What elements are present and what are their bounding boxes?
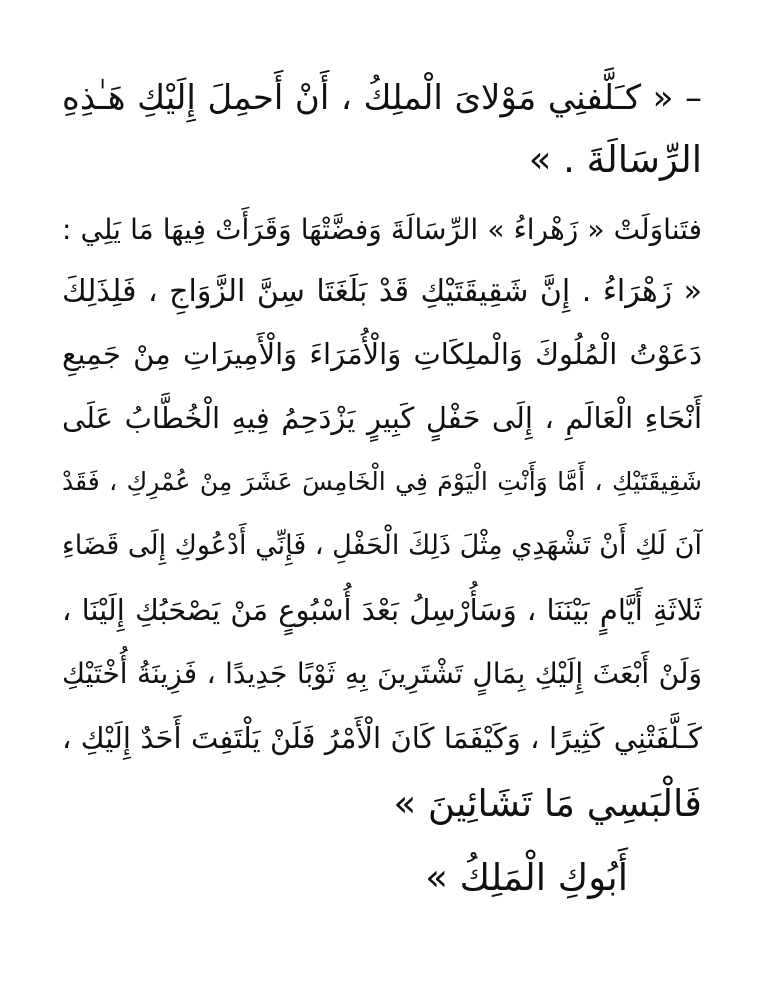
text-line-5: دَعَوْتُ الْمُلُوكَ وَالْملِكَاتِ وَالْأُمَرَاءَ وَالْأَمِيرَاتِ مِنْ جَمِيعِ	[62, 337, 702, 371]
text-line-10: وَلَنْ أَبْعَثَ إِلَيْكِ بِمَالٍ تَشْتَرِينَ بِهِ ثَوْبًا جَدِيدًا ، فَزِينَةُ أُخْتَيْكِ	[62, 657, 702, 690]
text-line-7: شَقِيقَتَيْكِ ، أَمَّا وَأَنْتِ الْيَوْمَ فِي الْخَامِسَ عَشَرَ مِنْ عُمْرِكِ ، فَقَدْ	[62, 467, 702, 496]
text-line-9: ثَلاثَةِ أَيَّامٍ بَيْنَنَا ، وَسَأُرْسِلُ بَعْدَ أُسْبُوعٍ مَنْ يَصْحَبُكِ إِلَيْنَا ،	[62, 593, 702, 627]
text-line-3: فتَناوَلَتْ « زَهْراءُ » الرِّسَالَةَ وَفضَّتْهَا وَقَرَأَتْ فِيهَا مَا يَلِي :	[62, 213, 702, 246]
text-line-2: الرِّسَالَةَ . »	[528, 138, 702, 181]
text-line-12: فَالْبَسِي مَا تَشَائِينَ »	[393, 782, 702, 825]
text-line-4: « زَهْرَاءُ . إِنَّ شَقِيقَتَيْكِ قَدْ بَلَغَتَا سِنَّ الزَّوَاجِ ، فَلِذَلِكَ	[62, 274, 702, 309]
text-line-8: آنَ لَكِ أَنْ تَشْهَدِي مِثْلَ ذَلِكَ الْحَفْلِ ، فَإِنِّي أَدْعُوكِ إِلَى قَضَاءِ	[62, 530, 702, 561]
text-line-1: – « كـَلَّفنِي مَوْلاىَ الْملِكُ ، أَنْ أَحمِلَ إِلَيْكِ هَـٰذِهِ	[62, 78, 702, 118]
text-line-6: أَنْحَاءِ الْعَالَمِ ، إِلَى حَفْلٍ كَبِيرٍ يَزْدَحِمُ فِيهِ الْخُطَّابُ عَلَى	[62, 401, 702, 435]
text-line-11: كَـلَّفَتْنِي كَثِيرًا ، وَكَيْفَمَا كَانَ الْأَمْرُ فَلَنْ يَلْتَفِتَ أَحَدٌ إِلَيْكِ ،	[62, 721, 702, 755]
signature-line: أَبُوكِ الْمَلِكُ »	[425, 856, 628, 899]
